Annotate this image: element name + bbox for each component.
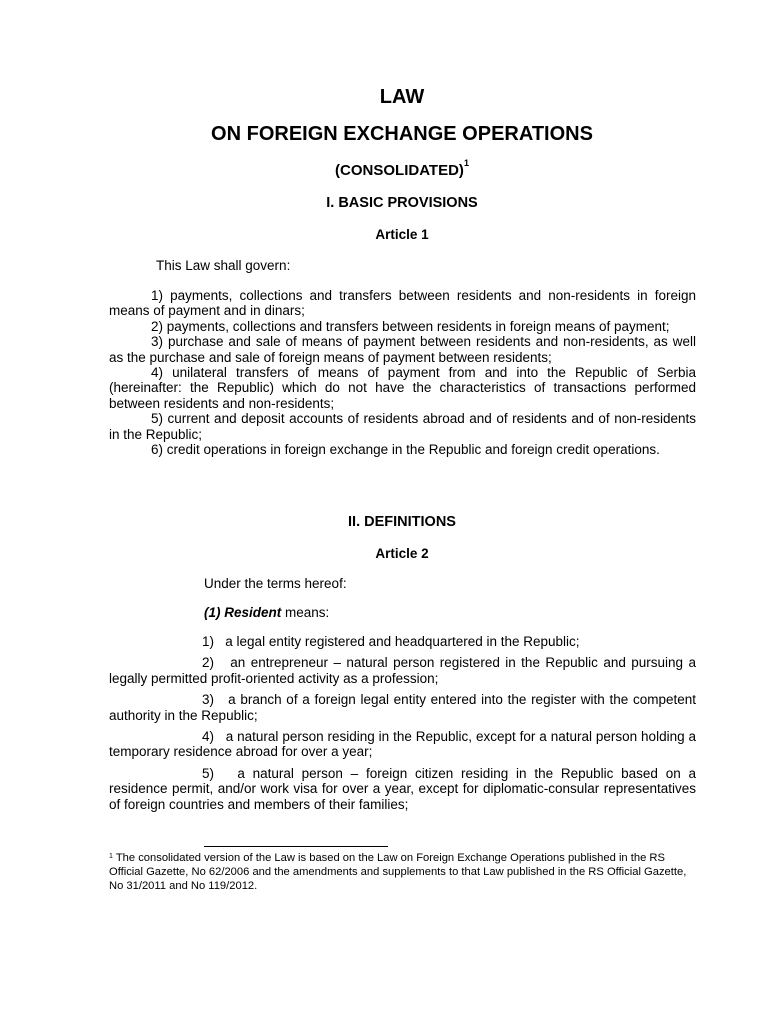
list-item: 1) a legal entity registered and headquartered in the Republic; (202, 634, 580, 649)
list-item: 4) a natural person residing in the Republic, except for a natural person holding a temporary residence abroad for over a year; (109, 729, 696, 760)
footnote-number: 1 (109, 853, 113, 860)
list-item: 3) a branch of a foreign legal entity entered into the register with the competent authority in the Republic; (109, 692, 696, 723)
list-item: 2) an entrepreneur – natural person registered in the Republic and pursuing a legally permitted profit-oriented activity as a profession; (109, 655, 696, 686)
footnote-text: The consolidated version of the Law is based on the Law on Foreign Exchange Operations published in the RS Official Gazette, No 62/2006 and the amendments and supplements to that Law published in the RS Official Gazette, No 31/2011 and No 119/2012. (109, 852, 687, 892)
list-item: 2) payments, collections and transfers between residents in foreign means of payment; (151, 318, 670, 334)
article-2-lead: Under the terms hereof: (204, 576, 347, 591)
list-item: 5) a natural person – foreign citizen residing in the Republic based on a residence permit, and/or work visa for over a year, except for diplomatic-consular representatives of foreign countries and members of their families; (109, 765, 696, 812)
list-item: 1) payments, collections and transfers between residents and non-residents in foreign means of payment and in dinars; (109, 288, 696, 319)
law-name-title: ON FOREIGN EXCHANGE OPERATIONS (211, 123, 593, 145)
article-1-heading: Article 1 (375, 227, 429, 242)
article-1-items (109, 288, 696, 457)
footnote (109, 852, 696, 893)
section-heading-definitions: II. DEFINITIONS (348, 514, 456, 530)
section-heading-basic-provisions: I. BASIC PROVISIONS (326, 195, 478, 211)
consolidated-label: (CONSOLIDATED) (335, 162, 464, 179)
law-title: LAW (379, 86, 425, 108)
list-item: 4) unilateral transfers of means of payment from and into the Republic of Serbia (hereinafter: the Republic) which do not have the characteristics of transactions performed between residents and non-residents; (109, 365, 696, 411)
article-1-lead: This Law shall govern: (156, 258, 291, 273)
list-item: 5) current and deposit accounts of residents abroad and of residents and of non-residents in the Republic; (109, 411, 696, 442)
list-item: 3) purchase and sale of means of payment between residents and non-residents, as well as the purchase and sale of foreign means of payment between residents; (109, 334, 696, 365)
defined-term: (1) Resident (204, 605, 282, 620)
resident-definition-lead: (1) Resident means: (204, 605, 330, 620)
list-item: 6) credit operations in foreign exchange in the Republic and foreign credit operations. (151, 442, 660, 458)
footnote-ref-marker: 1 (463, 158, 469, 168)
footnote-divider (204, 846, 388, 847)
consolidated-subtitle (18, 158, 768, 179)
article-2-heading: Article 2 (375, 546, 429, 561)
article-2-items (109, 634, 696, 818)
